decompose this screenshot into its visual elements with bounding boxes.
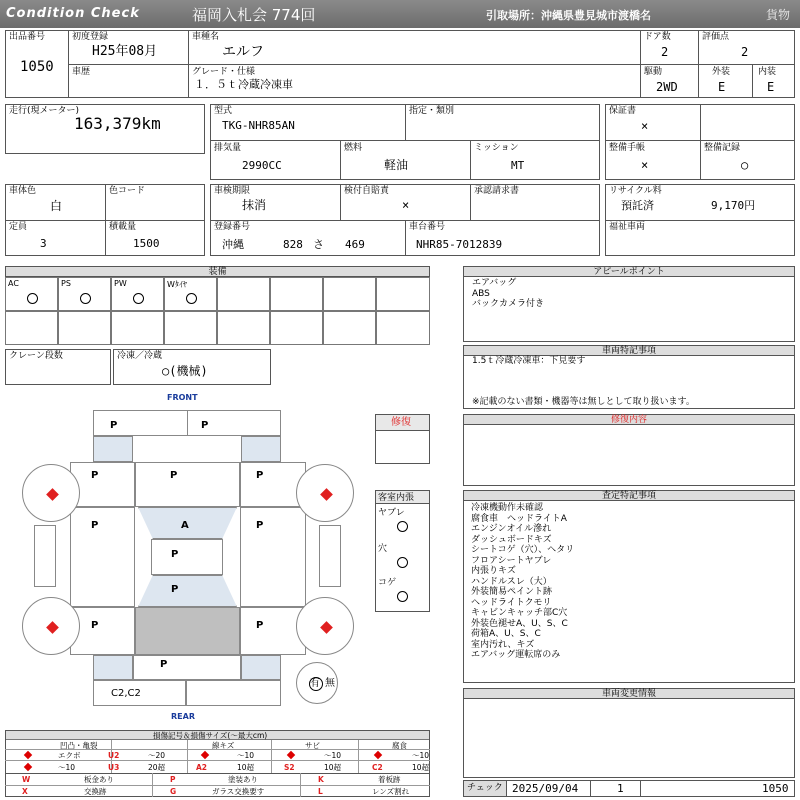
- service-book-value: ×: [641, 158, 649, 172]
- equipment-title: 装備: [5, 266, 430, 277]
- damage-mark: P: [256, 620, 264, 631]
- designation-label: 指定・類別: [409, 106, 455, 116]
- legend-r1-c7: ～10: [324, 751, 342, 760]
- interior-label: 内装: [758, 67, 777, 77]
- legend-r4-c6: レンズ割れ: [372, 787, 410, 796]
- equip-ps-label: PS: [61, 279, 71, 288]
- damage-mark: P: [160, 659, 168, 670]
- reg-pref: 沖縄: [222, 238, 244, 251]
- legend-r3-c4: 塗装あり: [228, 775, 258, 784]
- front-right-wheel: [296, 464, 354, 522]
- legend-r3-c5: K: [318, 775, 324, 784]
- approval-label: 承認請求書: [474, 186, 520, 196]
- inspector-line: 外装簡易ペイント跡: [471, 587, 553, 597]
- legend-group-rust: サビ: [305, 741, 320, 750]
- repair-content-title: 修復内容: [463, 414, 795, 425]
- pickup-location: 引取場所：沖縄県豊見城市渡橋名: [486, 9, 651, 22]
- refrigeration-label: 冷凍／冷蔵: [117, 351, 163, 361]
- check-num: 1: [617, 782, 624, 795]
- service-book-label: 整備手帳: [609, 143, 646, 153]
- chassis-value: NHR85-7012839: [416, 238, 503, 251]
- recycle-fee: 9,170円: [711, 199, 756, 212]
- reg-class: 828: [283, 238, 303, 251]
- legend-r1-c2: U2: [108, 751, 120, 760]
- capacity-label: 定員: [9, 222, 28, 232]
- legend-r3-c3: P: [170, 775, 176, 784]
- drive-label: 駆動: [644, 67, 663, 77]
- inspector-line: ハンドルスレ（大）: [471, 576, 552, 587]
- cabin-hole-mark: [397, 557, 408, 568]
- legend-title: 損傷記号＆損傷サイズ(～最大cm): [153, 731, 268, 740]
- inspector-line: キャビンキャッチ部C穴: [471, 608, 568, 618]
- grade-label: グレード・仕様: [192, 67, 256, 77]
- damage-mark: P: [201, 420, 209, 431]
- damage-mark: P: [91, 520, 99, 531]
- fuel-label: 燃料: [344, 143, 363, 153]
- interior-score: E: [767, 80, 775, 94]
- reg-kana: さ: [313, 238, 324, 251]
- liability-label: 検付自賠責: [344, 186, 390, 196]
- legend-r4-c4: ガラス交換要す: [212, 787, 265, 796]
- legend-r2-c5: 10超: [237, 763, 255, 772]
- history-label: 車歴: [72, 67, 91, 77]
- inspector-line: 外装色褪せA、U、S、C: [471, 618, 568, 629]
- legend-r4-c5: L: [318, 787, 323, 796]
- mission-label: ミッション: [474, 143, 519, 153]
- score-label: 評価点: [702, 32, 730, 42]
- legend-r4-c2: 交換跡: [84, 787, 107, 796]
- spare-no: 無: [325, 678, 335, 689]
- legend-r4-c1: X: [22, 787, 28, 796]
- special-title: 車両特記事項: [463, 345, 795, 356]
- legend-r2-c4: A2: [196, 763, 208, 772]
- inspector-title: 査定特記事項: [463, 490, 795, 501]
- repair-label: 修復: [391, 417, 411, 428]
- legend-r1-c1: エクボ: [58, 751, 81, 760]
- inspection-value: 抹消: [242, 198, 267, 212]
- crane-label: クレーン段数: [9, 351, 63, 361]
- lot-number: 1050: [20, 59, 54, 75]
- cabin-hole-label: 穴: [378, 544, 388, 554]
- rear-left-wheel: [22, 597, 80, 655]
- inspector-line: 荷箱A、U、S、C: [471, 629, 541, 639]
- appeal-line-1: エアバッグ: [472, 278, 517, 288]
- color-label: 車体色: [9, 186, 37, 196]
- equip-ps-mark: [80, 293, 91, 304]
- inspector-line: 冷凍機動作未確認: [471, 503, 544, 513]
- auction-name: 福岡入札会 774回: [192, 6, 316, 24]
- service-record-label: 整備記録: [704, 143, 741, 153]
- inspector-line: ヘッドライトクモリ: [471, 597, 552, 608]
- displacement-value: 2990CC: [242, 159, 282, 172]
- load-value: 1500: [133, 237, 160, 250]
- damage-mark: P: [110, 420, 118, 431]
- first-reg-value: H25年08月: [92, 44, 158, 59]
- cabin-interior-title: 客室内張: [378, 493, 415, 503]
- legend-r1-c5: ～10: [237, 751, 255, 760]
- first-reg-label: 初度登録: [72, 32, 109, 42]
- spare-yes: 有: [310, 678, 320, 689]
- inspector-line: エアバッグ運転席のみ: [471, 650, 561, 660]
- legend-group-corrosion: 腐食: [392, 741, 407, 750]
- cabin-tear-mark: [397, 521, 408, 532]
- damage-mark-a: A: [181, 520, 189, 531]
- rear-damage-note: C2,C2: [111, 688, 141, 699]
- legend-r3-c2: 板金あり: [84, 775, 114, 784]
- inspector-line: シートコゲ（穴）、ヘタリ: [471, 545, 575, 555]
- grade-value: １．５ｔ冷蔵冷凍車: [194, 78, 293, 91]
- cabin-burn-mark: [397, 591, 408, 602]
- legend-r3-c1: W: [22, 775, 31, 784]
- reg-no-label: 登録番号: [214, 222, 251, 232]
- model-label: 型式: [214, 106, 233, 116]
- rear-right-wheel: [296, 597, 354, 655]
- damage-mark: P: [170, 470, 178, 481]
- footer-lot: 1050: [762, 782, 789, 795]
- color-value: 白: [50, 199, 63, 213]
- special-line-1: 1.5ｔ冷蔵冷凍車：下見要す: [472, 356, 586, 366]
- front-left-wheel: [22, 464, 80, 522]
- front-label: FRONT: [167, 393, 198, 402]
- legend-r2-c7: 10超: [324, 763, 342, 772]
- appeal-title: アピールポイント: [463, 266, 795, 277]
- legend-group-scratch: 線キズ: [212, 741, 235, 750]
- mileage-label: 走行(現メーター): [9, 106, 80, 116]
- mileage-value: 163,379km: [74, 114, 161, 133]
- reg-number: 469: [345, 238, 365, 251]
- damage-mark: P: [256, 470, 264, 481]
- damage-mark: P: [91, 470, 99, 481]
- equip-pw-label: PW: [114, 279, 127, 288]
- legend-r2-c2: U3: [108, 763, 120, 772]
- legend-r2-c3: 20超: [148, 763, 166, 772]
- appeal-line-3: バックカメラ付き: [472, 299, 545, 309]
- recycle-status: 預託済: [621, 199, 654, 212]
- mission-value: MT: [511, 159, 525, 172]
- score-value: 2: [741, 45, 749, 59]
- inspection-label: 車検期限: [214, 186, 251, 196]
- equip-ac-mark: [27, 293, 38, 304]
- equip-ac-label: AC: [8, 279, 19, 288]
- equip-wtire-label: Wﾀｲﾔ: [167, 280, 187, 289]
- check-date: 2025/09/04: [512, 782, 579, 795]
- change-title: 車両変更情報: [463, 688, 795, 699]
- legend-r2-c9: 10超: [412, 763, 430, 772]
- damage-mark: P: [256, 520, 264, 531]
- inspector-line: 腐食車 ヘッドライトA: [471, 513, 567, 524]
- doors-value: 2: [661, 45, 669, 59]
- legend-group-dent: 凹凸・亀裂: [60, 741, 98, 750]
- warranty-value: ×: [641, 119, 649, 133]
- liability-value: ×: [402, 198, 410, 212]
- fuel-value: 軽油: [384, 158, 409, 172]
- damage-mark: P: [171, 584, 179, 595]
- displacement-label: 排気量: [214, 143, 242, 153]
- inspector-line: 内張りキズ: [471, 566, 516, 576]
- inspector-line: ダッシュボードキズ: [471, 534, 552, 545]
- load-label: 積載量: [109, 222, 137, 232]
- model-value: TKG-NHR85AN: [222, 119, 295, 132]
- check-label: チェック: [467, 783, 503, 793]
- name-label: 車種名: [192, 32, 220, 42]
- welfare-label: 福祉車両: [609, 222, 646, 232]
- recycle-label: リサイクル料: [609, 186, 662, 196]
- damage-mark: P: [171, 549, 179, 560]
- cabin-tear-label: ヤブレ: [378, 508, 405, 518]
- warranty-label: 保証書: [609, 106, 637, 116]
- exterior-score: E: [718, 80, 726, 94]
- appeal-line-2: ABS: [472, 289, 490, 299]
- damage-mark: P: [91, 620, 99, 631]
- vehicle-category: 貨物: [766, 8, 791, 22]
- cabin-burn-label: コゲ: [378, 578, 397, 588]
- chassis-label: 車台番号: [409, 222, 446, 232]
- lot-label: 出品番号: [9, 32, 46, 42]
- legend-r2-c8: C2: [372, 763, 383, 772]
- rear-label: REAR: [171, 712, 195, 721]
- service-record-value: ○: [741, 158, 749, 172]
- refrigeration-value: ○(機械): [162, 364, 208, 378]
- equip-pw-mark: [133, 293, 144, 304]
- vehicle-name: エルフ: [222, 44, 264, 60]
- legend-r1-c3: ～20: [148, 751, 166, 760]
- doors-label: ドア数: [644, 32, 671, 42]
- legend-r2-c6: S2: [284, 763, 295, 772]
- change-panel: [463, 688, 795, 778]
- legend-r4-c3: G: [170, 787, 177, 796]
- equip-wtire-mark: [186, 293, 197, 304]
- color-code-label: 色コード: [109, 186, 146, 196]
- inspector-line: エンジンオイル滲れ: [471, 524, 552, 534]
- inspector-line: 室内汚れ、キズ: [471, 639, 535, 650]
- legend-r2-c1: ～10: [58, 763, 76, 772]
- legend-r1-c9: ～10: [412, 751, 430, 760]
- exterior-label: 外装: [712, 67, 731, 77]
- form-title: Condition Check: [6, 6, 140, 21]
- inspector-line: フロアシートヤブレ: [471, 555, 552, 566]
- special-note: ※記載のない書類・機器等は無しとして取り扱います。: [472, 397, 695, 407]
- header-bar: [0, 0, 800, 28]
- drive-value: 2WD: [656, 80, 678, 94]
- inspector-notes: [471, 503, 574, 661]
- legend-r3-c6: 着板跡: [378, 775, 401, 784]
- capacity-value: 3: [40, 237, 47, 250]
